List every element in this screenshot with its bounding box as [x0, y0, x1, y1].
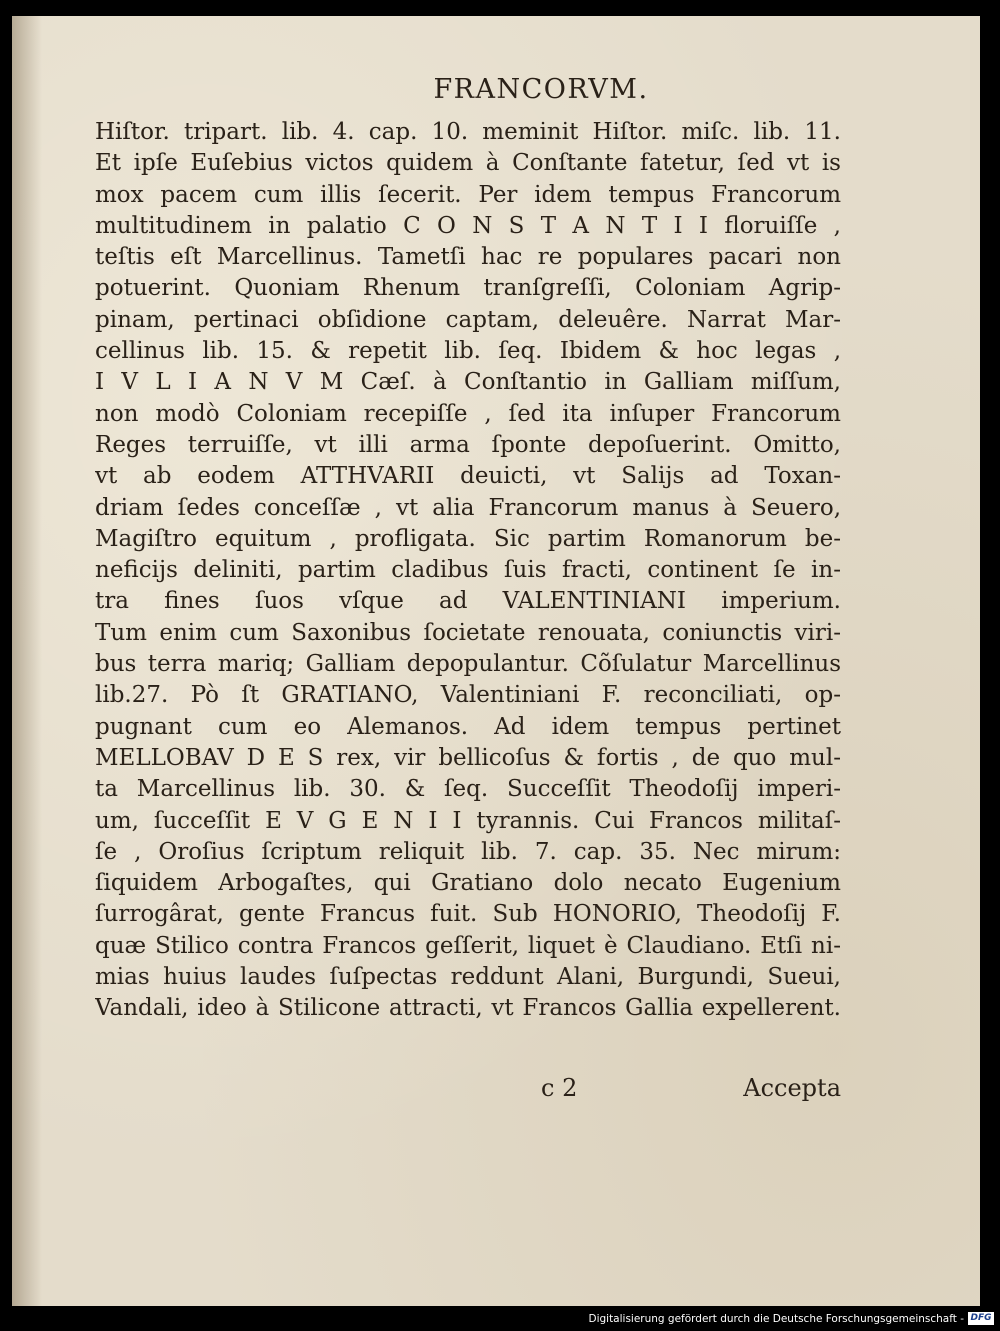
text-line: Magiſtro equitum , profligata. Sic partim Romanorum be-	[95, 525, 841, 552]
text-line: driam ſedes conceſſæ , vt alia Francorum manus à Seuero,	[95, 494, 841, 521]
body-text	[95, 117, 841, 1025]
signature-mark: c 2	[541, 1074, 578, 1102]
text-line: bus terra mariq; Galliam depopulantur. Cõſulatur Marcellinus	[95, 651, 841, 678]
text-line: I V L I A N V M Cæſ. à Conſtantio in Galliam miſſum,	[95, 369, 841, 396]
text-line: non modò Coloniam recepiſſe , ſed ita inſuper Francorum	[95, 400, 841, 427]
digitization-note: Digitalisierung gefördert durch die Deutsche Forschungsgemeinschaft -	[588, 1313, 964, 1325]
text-line: ta Marcellinus lib. 30. & ſeq. Succeſſit Theodoſij imperi-	[95, 776, 841, 803]
page-footer	[95, 1074, 841, 1108]
text-line: quæ Stilico contra Francos geſſerit, liquet è Claudiano. Etſi ni-	[95, 932, 841, 959]
text-line: Hiſtor. tripart. lib. 4. cap. 10. meminit Hiſtor. miſc. lib. 11.	[95, 119, 841, 145]
text-line: mox pacem cum illis ſecerit. Per idem tempus Francorum	[95, 181, 841, 208]
text-line: teſtis eſt Marcellinus. Tametſi hac re populares pacari non	[95, 244, 841, 271]
text-line: Tum enim cum Saxonibus ſocietate renouata, coniunctis viri-	[95, 619, 841, 646]
text-line: multitudinem in palatio C O N S T A N T I I floruiſſe ,	[95, 212, 841, 239]
text-line: ſe , Oroſius ſcriptum reliquit lib. 7. cap. 35. Nec mirum:	[95, 838, 841, 865]
text-line: tra fines ſuos vſque ad VALENTINIANI imperium.	[95, 588, 841, 615]
text-line: um, ſucceſſit E V G E N I I tyrannis. Cui Francos militaſ-	[95, 807, 841, 834]
dfg-logo: DFG	[968, 1312, 994, 1325]
text-line: pinam, pertinaci obſidione captam, deleuêre. Narrat Mar-	[95, 306, 841, 333]
catchword: Accepta	[743, 1074, 841, 1102]
text-line: lib.27. Pò ſt GRATIANO, Valentiniani F. reconciliati, op-	[95, 682, 841, 709]
text-line: mias huius laudes ſuſpectas reddunt Alani, Burgundi, Sueui,	[95, 964, 841, 991]
text-line: neficijs deliniti, partim cladibus ſuis fracti, continent ſe in-	[95, 557, 841, 584]
text-line: pugnant cum eo Alemanos. Ad idem tempus pertinet	[95, 713, 841, 740]
text-line: MELLOBAV D E S rex, vir bellicoſus & fortis , de quo mul-	[95, 744, 841, 771]
page-gutter-shadow	[12, 16, 42, 1306]
text-line: ſurrogârat, gente Francus fuit. Sub HONORIO, Theodoſij F.	[95, 901, 841, 928]
text-line: potuerint. Quoniam Rhenum tranſgreſſi, Coloniam Agrip-	[95, 275, 841, 302]
text-line: ſiquidem Arbogaſtes, qui Gratiano dolo necato Eugenium	[95, 870, 841, 897]
running-head: FRANCORVM.	[433, 74, 649, 105]
text-line: vt ab eodem ATTHVARII deuicti, vt Salijs ad Toxan-	[95, 463, 841, 490]
text-line: Et ipſe Euſebius victos quidem à Conſtante fatetur, ſed vt is	[95, 150, 841, 177]
text-line: Vandali, ideo à Stilicone attracti, vt Francos Gallia expellerent.	[95, 995, 841, 1022]
text-line: Reges terruiſſe, vt illi arma ſponte depoſuerint. Omitto,	[95, 431, 841, 458]
text-line: cellinus lib. 15. & repetit lib. ſeq. Ibidem & hoc legas ,	[95, 338, 841, 365]
book-page	[12, 16, 980, 1306]
